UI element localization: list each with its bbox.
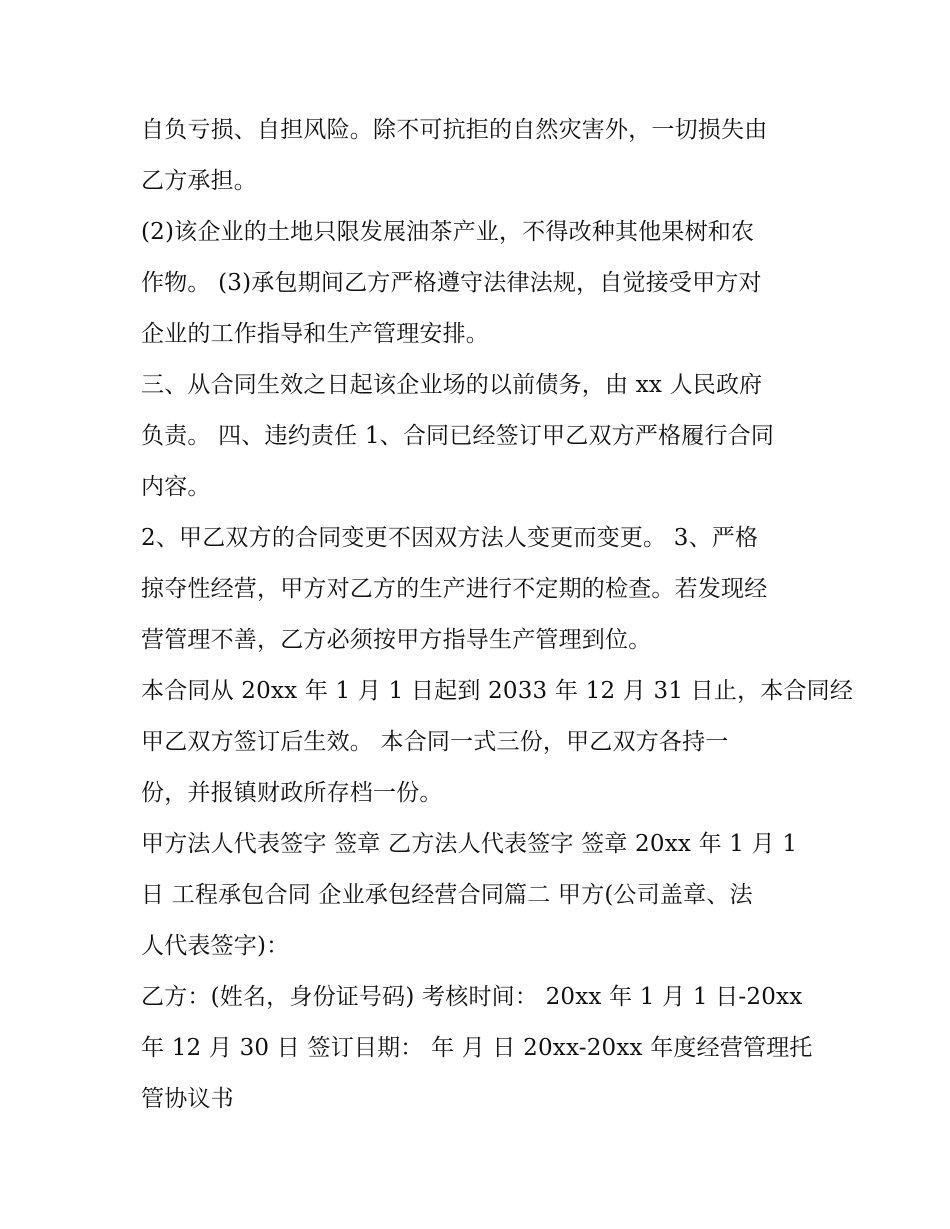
text-line-16: 日 工程承包合同 企业承包经营合同篇二 甲方(公司盖章、法 [141, 882, 753, 908]
text-line-6: 三、从合同生效之日起该企业场的以前债务，由 xx 人民政府 [141, 372, 763, 398]
text-line-13: 甲乙双方签订后生效。 本合同一式三份，甲乙双方各持一 [141, 729, 729, 755]
document-body [141, 105, 854, 1125]
text-line-5: 企业的工作指导和生产管理安排。 [141, 321, 489, 347]
text-line-8: 内容。 [141, 474, 211, 500]
text-line-15: 甲方法人代表签字 签章 乙方法人代表签字 签章 20xx 年 1 月 1 [141, 831, 798, 857]
text-line-7: 负责。 四、违约责任 1、合同已经签订甲乙双方严格履行合同 [141, 423, 775, 449]
text-line-19: 年 12 月 30 日 签订目期： 年 月 日 20xx-20xx 年度经营管理托 [141, 1035, 813, 1061]
text-line-10: 掠夺性经营，甲方对乙方的生产进行不定期的检查。若发现经 [141, 576, 768, 602]
text-line-14: 份，并报镇财政所存档一份。 [141, 780, 443, 806]
text-line-9: 2、甲乙双方的合同变更不因双方法人变更而变更。 3、严格 [141, 525, 759, 551]
text-line-2: 乙方承担。 [141, 168, 257, 194]
text-line-12: 本合同从 20xx 年 1 月 1 日起到 2033 年 12 月 31 日止，本合同经 [141, 678, 854, 704]
text-line-18: 乙方：(姓名，身份证号码) 考核时间： 20xx 年 1 月 1 日-20xx [141, 984, 803, 1010]
text-line-20: 管协议书 [141, 1086, 234, 1112]
text-line-1: 自负亏损、自担风险。除不可抗拒的自然灾害外，一切损失由 [141, 117, 768, 143]
text-line-3: (2)该企业的土地只限发展油茶产业，不得改种其他果树和农 [141, 219, 755, 245]
text-line-11: 营管理不善，乙方必须按甲方指导生产管理到位。 [141, 627, 652, 653]
text-line-4: 作物。 (3)承包期间乙方严格遵守法律法规，自觉接受甲方对 [141, 270, 762, 296]
text-line-17: 人代表签字)： [141, 933, 290, 959]
